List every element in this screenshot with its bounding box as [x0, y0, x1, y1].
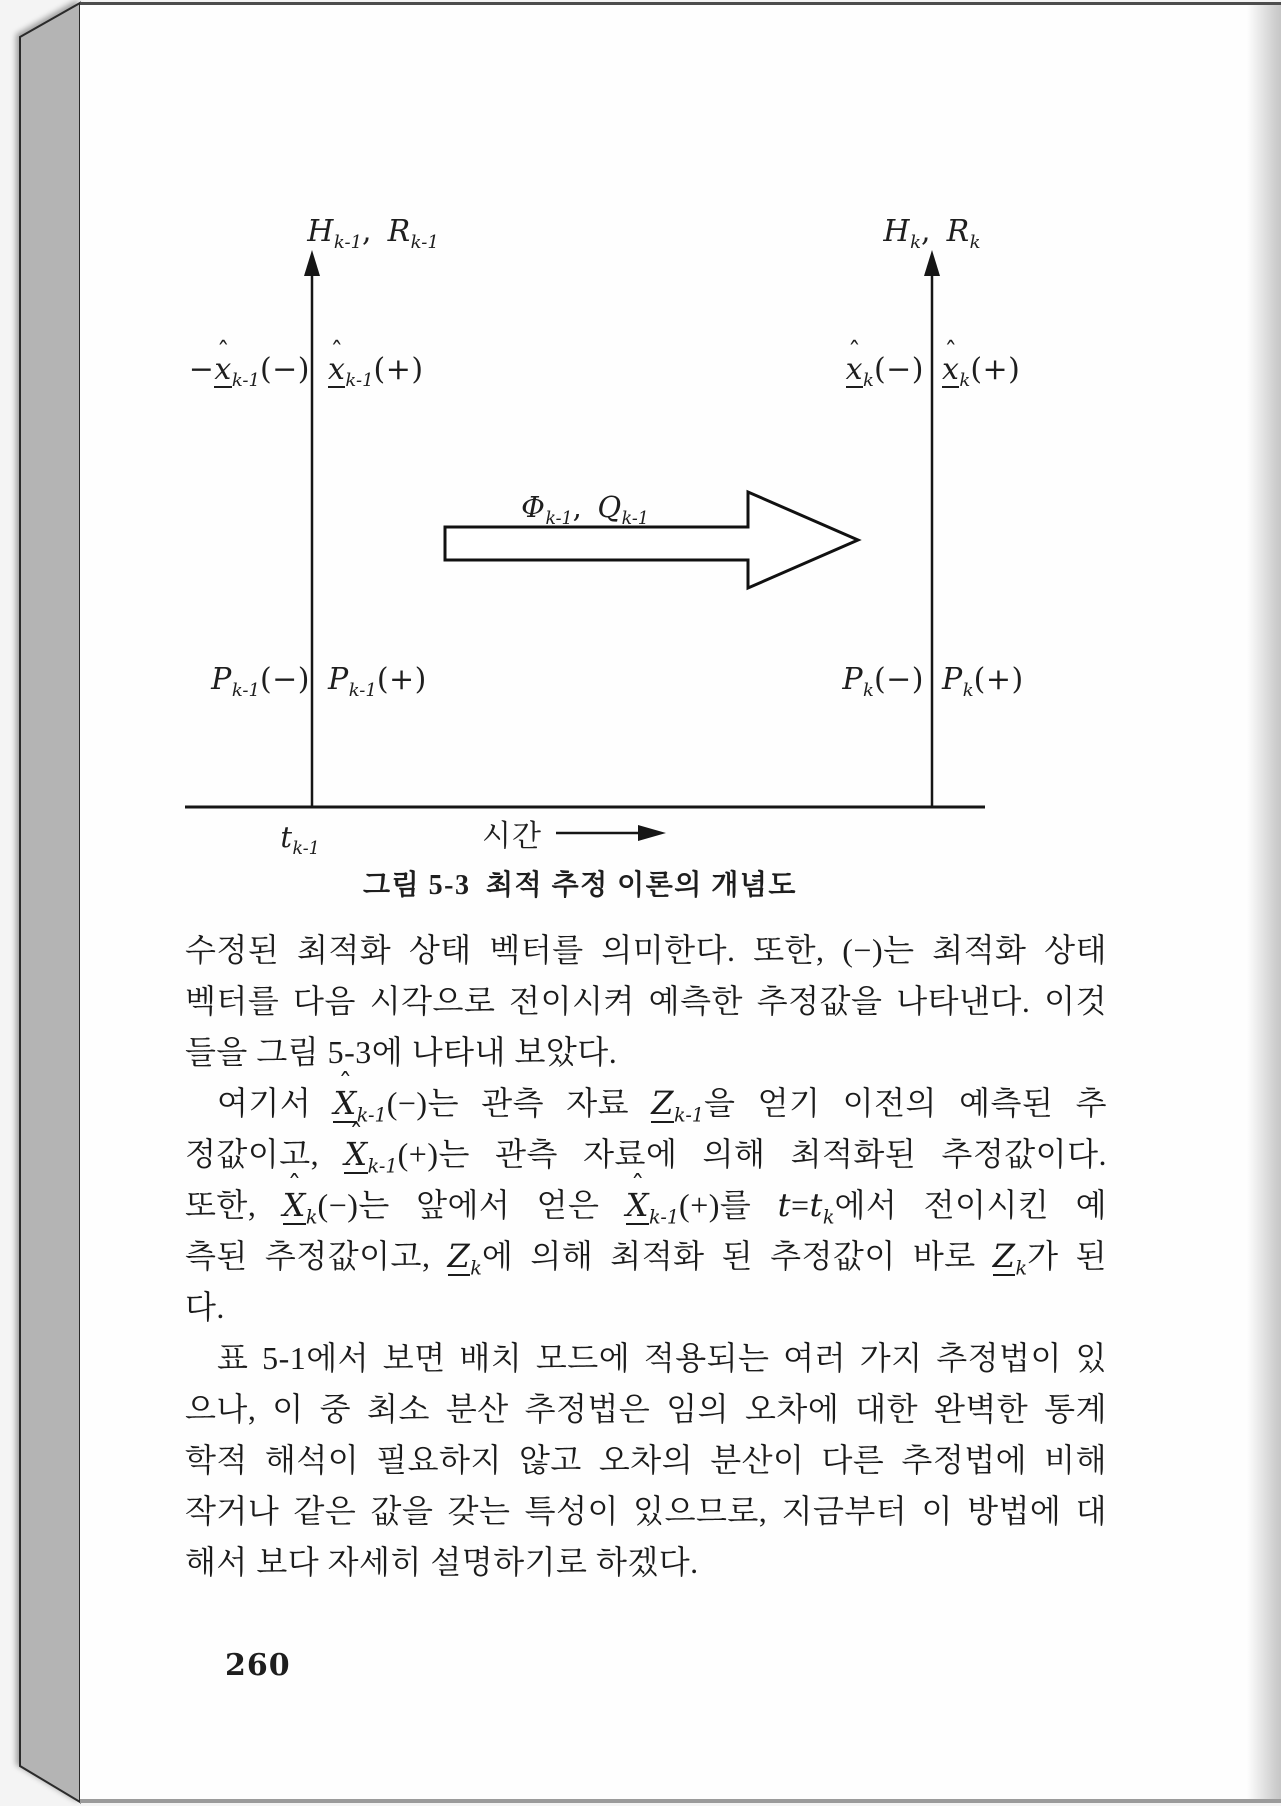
body-line: 학적 해석이 필요하지 않고 오차의 분산이 다른 추정법에 비해 — [185, 1442, 1107, 1478]
math-subscript: k — [822, 1205, 835, 1229]
math-symbol: H — [307, 214, 334, 249]
body-line: 측된 추정값이고, $Z_k$에 의해 최적화 된 추정값이 바로 $Z_k$가 된 — [185, 1237, 1108, 1280]
state-right-plus-label: x ˆ$_k$(+) — [942, 350, 1020, 390]
math-symbol: x ˆ — [846, 354, 863, 388]
state-left-plus-label: x ˆ$_{k-1}$(+) — [328, 350, 424, 390]
math-subscript: k — [969, 232, 981, 254]
right-axis-header: $H_k$, $R_k$ — [883, 214, 981, 254]
math-symbol: P — [942, 662, 963, 697]
math-subscript: k — [305, 1205, 318, 1229]
body-line: 작거나 같은 값을 갖는 특성이 있으므로, 지금부터 이 방법에 대 — [185, 1493, 1107, 1529]
body-line: 정값이고, X ˆ$_{k-1}$(+)는 관측 자료에 의해 최적화된 추정값이다. — [185, 1129, 1107, 1180]
math-symbol: x ˆ — [214, 354, 231, 388]
math-symbol: Z — [447, 1237, 471, 1275]
body-line: 수정된 최적화 상태 벡터를 의미한다. 또한, (−)는 최적화 상태 — [185, 932, 1107, 968]
math-symbol: X ˆ — [333, 1087, 356, 1123]
math-symbol: Z — [651, 1084, 675, 1122]
math-subscript: k — [1015, 1256, 1028, 1280]
body-line: 다. — [185, 1289, 225, 1325]
covariance-left-minus-label: $P_{k-1}(-)$ — [211, 662, 310, 702]
math-symbol: Q — [597, 490, 622, 524]
math-symbol: x ˆ — [942, 354, 959, 388]
math-subscript: k-1 — [333, 232, 363, 254]
covariance-right-plus-label: $P_k(+)$ — [942, 662, 1024, 702]
math-symbol: Φ — [521, 490, 546, 524]
math-symbol: t — [809, 1186, 823, 1224]
math-subscript: k — [910, 232, 922, 254]
time-arrow-head-icon — [638, 825, 666, 841]
math-subscript: k-1 — [367, 1154, 398, 1178]
math-subscript: k-1 — [356, 1103, 387, 1127]
math-symbol: t — [280, 820, 293, 854]
figure-linework — [80, 210, 1281, 910]
math-symbol: X ˆ — [283, 1189, 306, 1225]
math-subscript: k-1 — [231, 370, 260, 392]
math-symbol: X ˆ — [344, 1138, 367, 1174]
transition-label: $\Phi_{k-1}$, $Q_{k-1}$ — [521, 490, 649, 529]
math-subscript: k — [863, 680, 874, 702]
math-symbol: P — [211, 662, 232, 697]
right-axis-arrowhead-icon — [924, 250, 940, 276]
left-axis-header: $H_{k-1}$, $R_{k-1}$ — [307, 214, 439, 254]
body-line: 또한, X ˆ$_k$(−)는 앞에서 얻은 X ˆ$_{k-1}$(+)를 $t=t_k$에서 전이시킨 예 — [185, 1180, 1107, 1231]
math-subscript: k-1 — [649, 1205, 680, 1229]
left-axis-arrowhead-icon — [304, 250, 320, 276]
page-stack-polygon — [20, 3, 80, 1802]
covariance-right-minus-label: $P_k(-)$ — [842, 662, 924, 702]
math-subscript: k — [863, 370, 874, 392]
math-subscript: k-1 — [545, 508, 573, 529]
body-line: 벡터를 다음 시각으로 전이시켜 예측한 추정값을 나타낸다. 이것 — [185, 983, 1107, 1019]
math-subscript: k-1 — [410, 232, 439, 254]
body-line: 들을 그림 5-3에 나타내 보았다. — [185, 1034, 618, 1070]
math-symbol: P — [842, 662, 864, 697]
math-subscript: k — [962, 680, 974, 702]
state-left-minus-label: −x ˆ$_{k-1}$(−) — [189, 350, 310, 390]
math-subscript: k-1 — [621, 508, 649, 529]
math-subscript: k-1 — [348, 680, 377, 702]
body-text — [185, 925, 1107, 1588]
math-subscript: k-1 — [674, 1103, 705, 1127]
figure-caption: 그림 5-3 최적 추정 이론의 개념도 — [363, 870, 797, 901]
tick-label-tk-1 — [280, 817, 319, 857]
body-line: 으나, 이 중 최소 분산 추정법은 임의 오차에 대한 완벽한 통계 — [185, 1391, 1107, 1427]
math-subscript: k — [959, 370, 971, 392]
math-subscript: k-1 — [231, 680, 260, 702]
body-line: 여기서 X ˆ$_{k-1}$(−)는 관측 자료 $Z_{k-1}$을 얻기 이전의 예측된 추 — [185, 1078, 1107, 1129]
math-subscript: k-1 — [345, 370, 374, 392]
math-symbol: P — [328, 662, 349, 697]
transition-block-arrow-icon — [445, 492, 858, 588]
paper — [80, 2, 1281, 1803]
time-axis-label: 시간 — [482, 820, 542, 853]
state-right-minus-label: x ˆ$_k$(−) — [846, 350, 924, 390]
body-line: 해서 보다 자세히 설명하기로 하겠다. — [185, 1544, 699, 1580]
math-subscript: k-1 — [292, 838, 320, 859]
math-symbol: x ˆ — [328, 354, 345, 388]
math-symbol: X ˆ — [626, 1189, 649, 1225]
math-symbol: t — [777, 1186, 791, 1224]
math-symbol: H — [883, 214, 911, 249]
page-number: 260 — [225, 1648, 291, 1683]
math-symbol: Z — [992, 1237, 1016, 1275]
math-symbol: R — [387, 214, 411, 249]
covariance-left-plus-label: $P_{k-1}(+)$ — [328, 662, 427, 702]
body-line: 표 5-1에서 보면 배치 모드에 적용되는 여러 가지 추정법이 있 — [217, 1340, 1107, 1376]
math-subscript: k — [470, 1256, 482, 1280]
math-symbol: R — [946, 214, 970, 249]
